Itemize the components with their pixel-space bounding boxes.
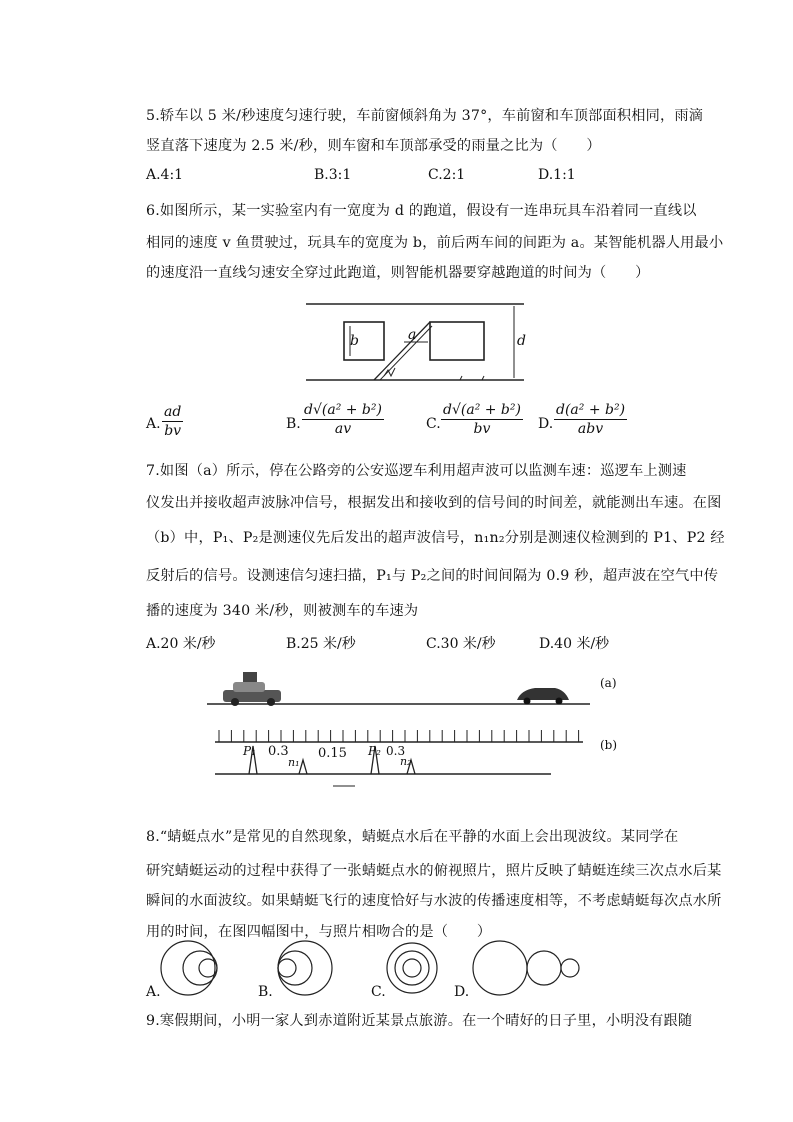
q7-label-n2: n₂ [400, 755, 412, 768]
q7-label-p1: P₁ [243, 744, 256, 758]
q5-text-line1: 5.轿车以 5 米/秒速度匀速行驶，车前窗倾斜角为 37°，车前窗和车顶部面积相同，雨滴 [146, 108, 704, 124]
q7-option-d[interactable]: D.40 米/秒 [539, 636, 610, 652]
q8-option-d[interactable]: D. [454, 984, 470, 1000]
target-car-icon [517, 688, 569, 705]
ripple-option-b[interactable] [278, 941, 332, 995]
q8-text-line4: 用的时间，在图四幅图中，与照片相吻合的是（ ） [146, 924, 492, 940]
q7-text-line3: （b）中，P₁、P₂是测速仪先后发出的超声波信号，n₁n₂分别是测速仪检测到的 P1、P2 经 [146, 530, 725, 546]
q5-option-d[interactable]: D.1:1 [538, 167, 576, 183]
scan-ticks [219, 730, 579, 742]
q7-label-n1: n₁ [288, 756, 300, 769]
q7-figure [205, 664, 605, 789]
q7-option-a[interactable]: A.20 米/秒 [146, 636, 216, 652]
q6-option-b-fraction[interactable]: $\frac{\text{d√(a² + b²)}}{av}$ [304, 402, 382, 437]
q7-text-line2: 仪发出并接收超声波脉冲信号，根据发出和接收到的信号间的时间差，就能测出车速。在图 [146, 495, 722, 511]
q8-text-line2: 研究蜻蜓运动的过程中获得了一张蜻蜓点水的俯视照片，照片反映了蜻蜓连续三次点水后某 [146, 863, 722, 879]
q7-label-a: (a) [600, 676, 617, 690]
q6-option-d-fraction[interactable]: d(a² + b²) abv [556, 402, 626, 437]
patrol-car-icon [223, 672, 281, 706]
ripple-option-a[interactable] [161, 941, 217, 995]
q5-option-a[interactable]: A.4:1 [146, 167, 184, 183]
q6-label-a: a [408, 327, 417, 343]
pulse-n1 [299, 760, 307, 774]
q8-option-a[interactable]: A. [146, 984, 161, 1000]
ripple-option-d[interactable] [473, 941, 579, 995]
q7-label-t1: 0.3 [268, 744, 289, 759]
q7-label-p2: P₂ [368, 744, 381, 758]
q6-option-b-label[interactable]: B. [286, 416, 301, 432]
q7-text-line1: 7.如图（a）所示，停在公路旁的公安巡逻车利用超声波可以监测车速：巡逻车上测速 [146, 463, 687, 479]
q7-text-line4: 反射后的信号。设测速信匀速扫描，P₁与 P₂之间的时间间隔为 0.9 秒，超声波在空气中传 [146, 568, 719, 584]
q6-option-a-label[interactable]: A. [146, 416, 161, 432]
q5-option-b[interactable]: B.3:1 [314, 167, 352, 183]
q9-text-line1: 9.寒假期间，小明一家人到赤道附近某景点旅游。在一个晴好的日子里，小明没有跟随 [146, 1013, 693, 1029]
q6-text-line2: 相同的速度 v 鱼贯驶过，玩具车的宽度为 b，前后两车间的间距为 a。某智能机器人用最小 [146, 235, 724, 251]
q7-option-b[interactable]: B.25 米/秒 [286, 636, 356, 652]
q6-track-figure [304, 296, 544, 392]
q6-label-d: d [517, 333, 526, 349]
q7-label-b: (b) [600, 738, 618, 752]
q6-option-c-label[interactable]: C. [426, 416, 441, 432]
q7-label-t3: 0.3 [386, 744, 406, 758]
q6-text-line1: 6.如图所示，某一实验室内有一宽度为 d 的跑道，假设有一连串玩具车沿着同一直线以 [146, 203, 697, 219]
q6-label-b: b [350, 333, 359, 349]
q8-option-b[interactable]: B. [258, 984, 273, 1000]
q5-text-line2: 竖直落下速度为 2.5 米/秒，则车窗和车顶部承受的雨量之比为（ ） [146, 138, 601, 154]
q8-text-line1: 8.“蜻蜓点水”是常见的自然现象，蜻蜓点水后在平静的水面上会出现波纹。某同学在 [146, 829, 679, 845]
q6-option-c-fraction[interactable]: $\frac{\text{d√(a² + b²)}}{bv}$ [443, 402, 521, 437]
q8-text-line3: 瞬间的水面波纹。如果蜻蜓飞行的速度恰好与水波的传播速度相等，不考虑蜻蜓每次点水所 [146, 893, 722, 909]
q6-text-line3: 的速度沿一直线匀速安全穿过此跑道，则智能机器要穿越跑道的时间为（ ） [146, 265, 650, 281]
q7-option-c[interactable]: C.30 米/秒 [426, 636, 496, 652]
q8-option-c[interactable]: C. [371, 984, 386, 1000]
q6-option-d-label[interactable]: D. [538, 416, 554, 432]
q7-text-line5: 播的速度为 340 米/秒，则被测车的车速为 [146, 603, 419, 619]
q7-label-t2: 0.15 [318, 746, 347, 761]
q6-option-a-fraction[interactable]: $\frac{ad}{bv}$ [164, 404, 182, 439]
ripple-option-c[interactable] [387, 943, 437, 993]
q5-option-c[interactable]: C.2:1 [428, 167, 466, 183]
